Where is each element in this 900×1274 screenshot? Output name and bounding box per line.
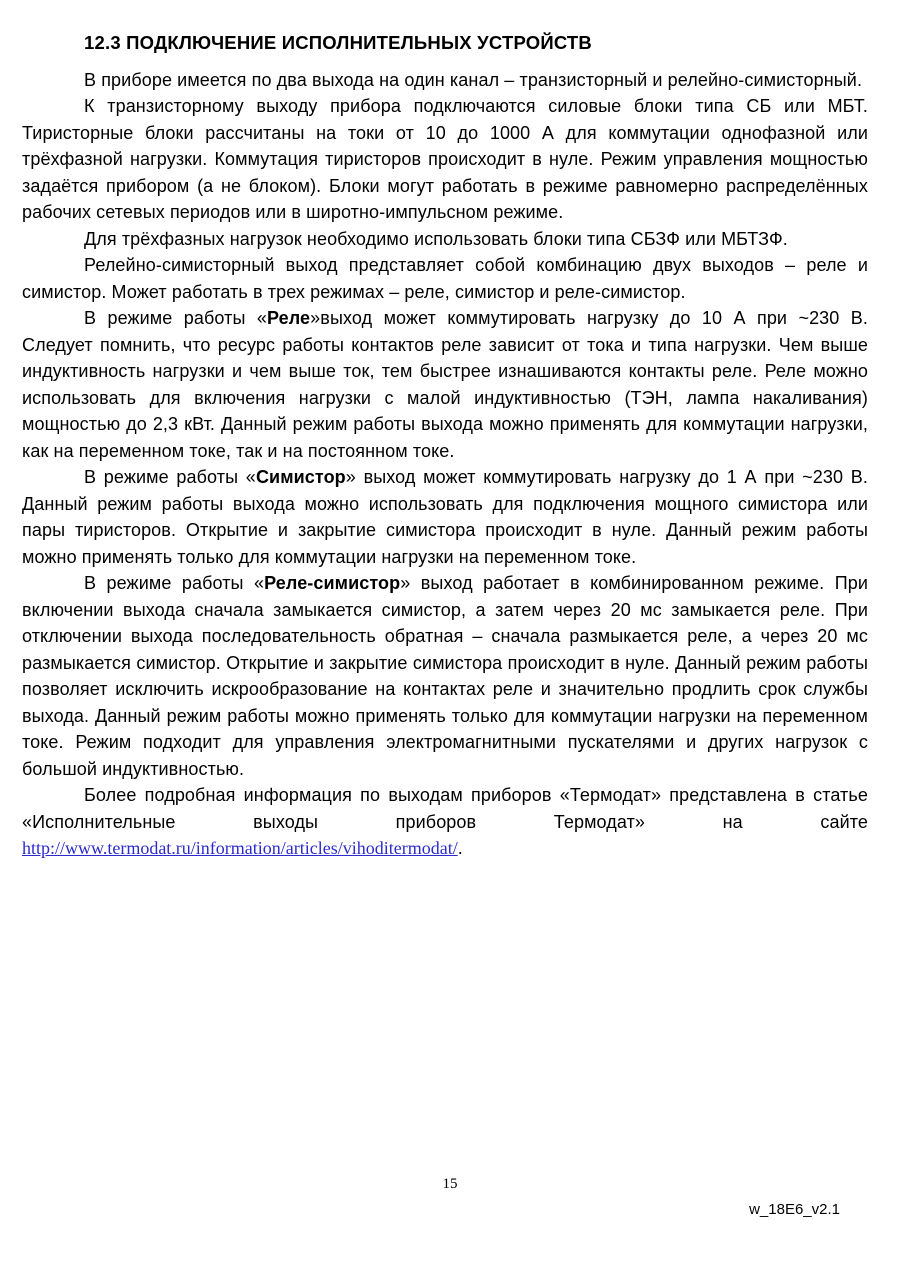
document-body bbox=[22, 67, 868, 862]
paragraph bbox=[22, 570, 868, 782]
text-run: Релейно-симисторный выход представляет собой комбинацию двух выходов – реле и симистор. Может работать в трех режимах – реле, симистор и реле-симистор. bbox=[22, 255, 868, 302]
text-run: »выход может коммутировать нагрузку до 10 А при ~230 В. Следует помнить, что ресурс работы контактов реле зависит от тока и типа нагрузки. Чем выше индуктивность нагрузки и чем выше ток, тем быстрее изнашиваются контакты реле. Реле можно использовать для включения нагрузки с малой индуктивностью (ТЭН, лампа накаливания) мощностью до 2,3 кВт. Данный режим работы выхода можно применять для коммутации нагрузки, как на переменном токе, так и на постоянном токе. bbox=[22, 308, 868, 461]
paragraph bbox=[22, 93, 868, 226]
bold-text-run: Реле-симистор bbox=[264, 573, 401, 593]
paragraph bbox=[22, 67, 868, 94]
text-run: В режиме работы « bbox=[84, 308, 267, 328]
paragraph bbox=[22, 252, 868, 305]
paragraph bbox=[22, 226, 868, 253]
termodat-article-link[interactable]: http://www.termodat.ru/information/articles/vihoditermodat/ bbox=[22, 838, 458, 858]
text-run: Для трёхфазных нагрузок необходимо использовать блоки типа СБЗФ или МБТЗФ. bbox=[84, 228, 788, 249]
text-run: В режиме работы « bbox=[84, 467, 256, 487]
paragraph bbox=[22, 782, 868, 862]
paragraph bbox=[22, 305, 868, 464]
doc-version-label: w_18E6_v2.1 bbox=[749, 1201, 840, 1218]
section-heading: 12.3 ПОДКЛЮЧЕНИЕ ИСПОЛНИТЕЛЬНЫХ УСТРОЙСТВ bbox=[84, 32, 592, 53]
text-run: » выход может коммутировать нагрузку до 1 А при ~230 В. Данный режим работы выхода можно использовать для подключения мощного симистора или пары тиристоров. Открытие и закрытие симистора происходит в нуле. Данный режим работы можно применять только для коммутации нагрузки на переменном токе. bbox=[22, 467, 869, 567]
text-run: В режиме работы « bbox=[84, 573, 265, 593]
document-content bbox=[22, 30, 868, 862]
text-run: . bbox=[457, 838, 463, 858]
text-run: Более подробная информация по выходам приборов «Термодат» представлена в статье «Исполнительные выходы приборов Термодат» на сайте bbox=[22, 785, 868, 832]
bold-text-run: Симистор bbox=[255, 467, 346, 487]
text-run: » выход работает в комбинированном режиме. При включении выхода сначала замыкается симистор, а затем через 20 мс замыкается реле. При отключении выхода последовательность обратная – сначала размыкается реле, а через 20 мс размыкается симистор. Открытие и закрытие симистора происходит в нуле. Данный режим работы позволяет исключить искрообразование на контактах реле и значительно продлить срок службы выхода. Данный режим работы можно применять только для коммутации нагрузки на переменном токе. Режим подходит для управления электромагнитными пускателями и других нагрузок с большой индуктивностью. bbox=[22, 573, 868, 779]
bold-text-run: Реле bbox=[266, 308, 311, 328]
page-number: 15 bbox=[442, 1176, 458, 1192]
paragraph bbox=[22, 464, 868, 570]
text-run: В приборе имеется по два выхода на один канал – транзисторный и релейно-симисторный. bbox=[84, 69, 863, 90]
text-run: К транзисторному выходу прибора подключаются силовые блоки типа СБ или МБТ. Тиристорные блоки рассчитаны на токи от 10 до 1000 А для коммутации однофазной или трёхфазной нагрузки. Коммутация тиристоров происходит в нуле. Режим управления мощностью задаётся прибором (а не блоком). Блоки могут работать в режиме равномерно распределённых рабочих сетевых периодов или в широтно-импульсном режиме. bbox=[22, 96, 868, 222]
